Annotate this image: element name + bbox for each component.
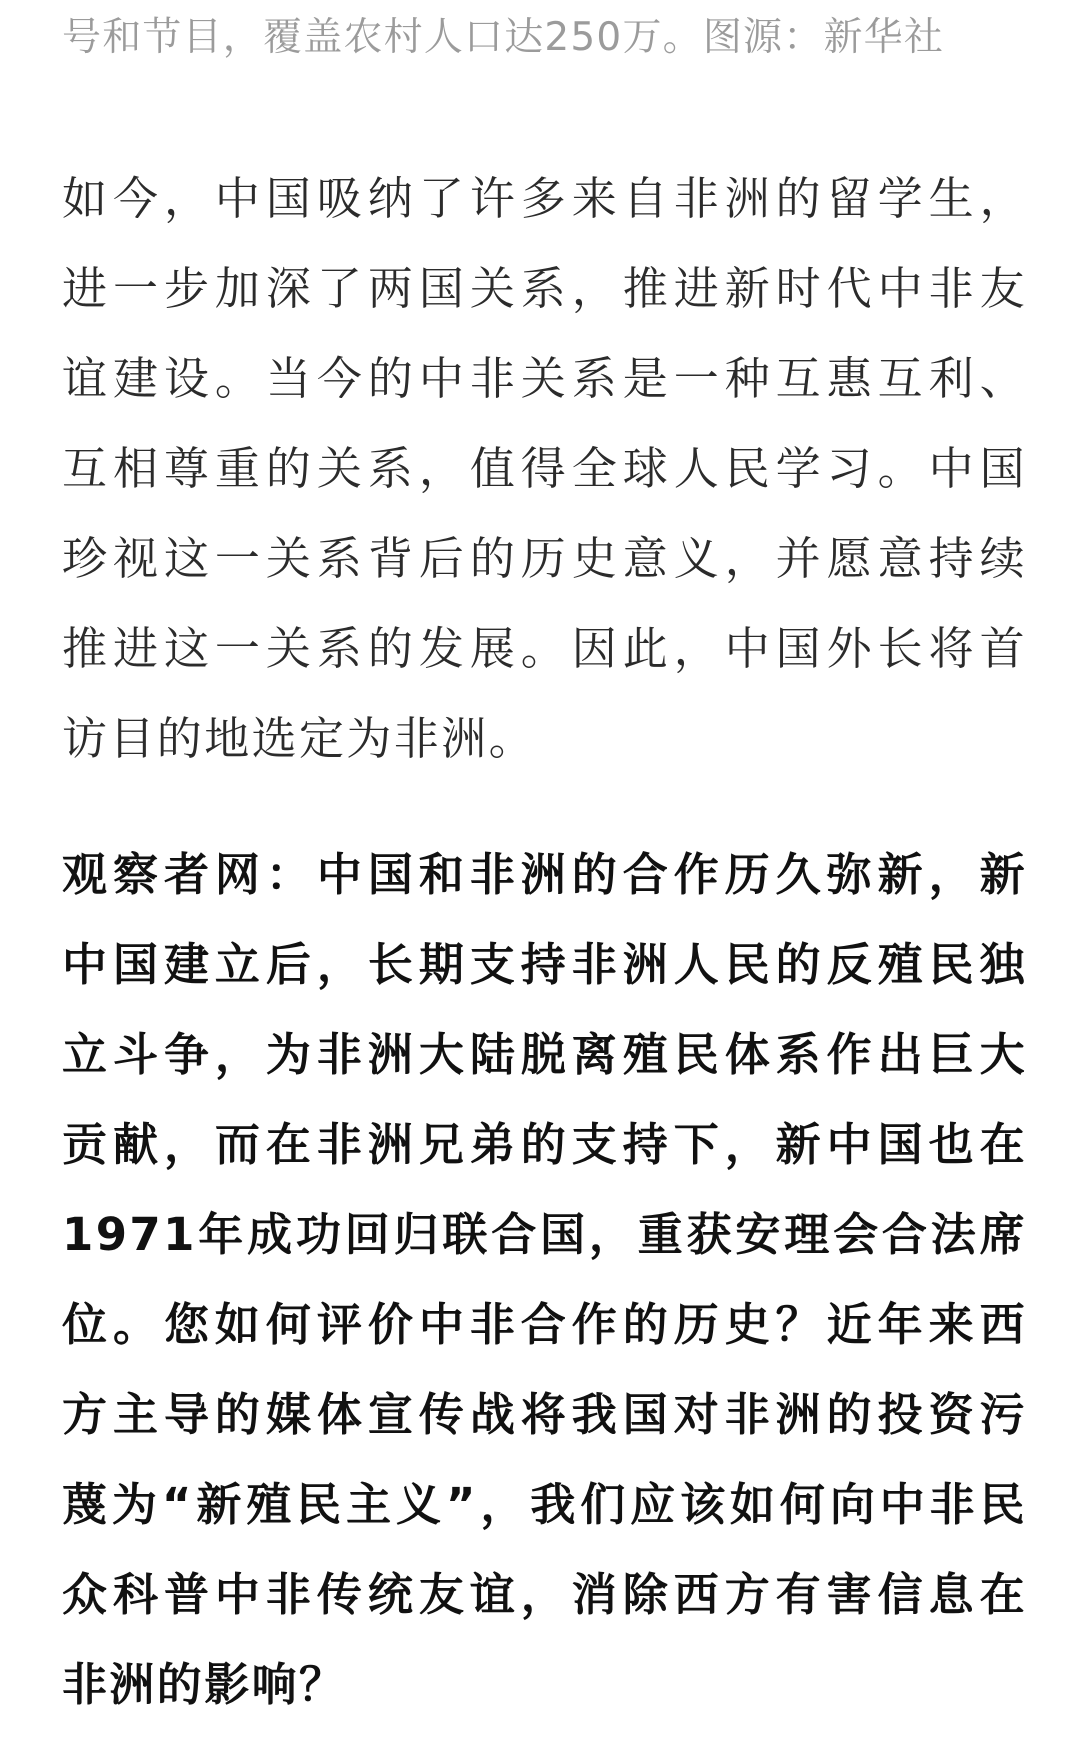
paragraph-line: 珍视这一关系背后的历史意义，并愿意持续 (62, 532, 1027, 585)
question-line: 观察者网：中国和非洲的合作历久弥新，新 (62, 848, 1027, 901)
question-line: 位。您如何评价中非合作的历史？近年来西 (62, 1298, 1027, 1351)
body-paragraph (62, 154, 1027, 784)
paragraph-line: 推进这一关系的发展。因此，中国外长将首 (62, 622, 1027, 675)
question-line: 1971年成功回归联合国，重获安理会合法席 (62, 1208, 1027, 1261)
paragraph-line: 互相尊重的关系，值得全球人民学习。中国 (62, 442, 1027, 495)
paragraph-line: 谊建设。当今的中非关系是一种互惠互利、 (62, 352, 1027, 405)
interview-question (62, 830, 1027, 1730)
paragraph-line: 访目的地选定为非洲。 (62, 712, 537, 765)
question-line: 中国建立后，长期支持非洲人民的反殖民独 (62, 938, 1027, 991)
question-line: 贡献，而在非洲兄弟的支持下，新中国也在 (62, 1118, 1027, 1171)
question-line: 立斗争，为非洲大陆脱离殖民体系作出巨大 (62, 1028, 1027, 1081)
image-caption: 号和节目，覆盖农村人口达250万。图源：新华社 (62, 15, 945, 60)
question-line: 方主导的媒体宣传战将我国对非洲的投资污 (62, 1388, 1027, 1441)
question-line: 众科普中非传统友谊，消除西方有害信息在 (62, 1568, 1027, 1621)
paragraph-line: 进一步加深了两国关系，推进新时代中非友 (62, 262, 1027, 315)
question-line: 非洲的影响？ (62, 1658, 347, 1711)
paragraph-line: 如今，中国吸纳了许多来自非洲的留学生， (62, 172, 1027, 225)
question-line: 蔑为“新殖民主义”，我们应该如何向中非民 (62, 1478, 1027, 1531)
